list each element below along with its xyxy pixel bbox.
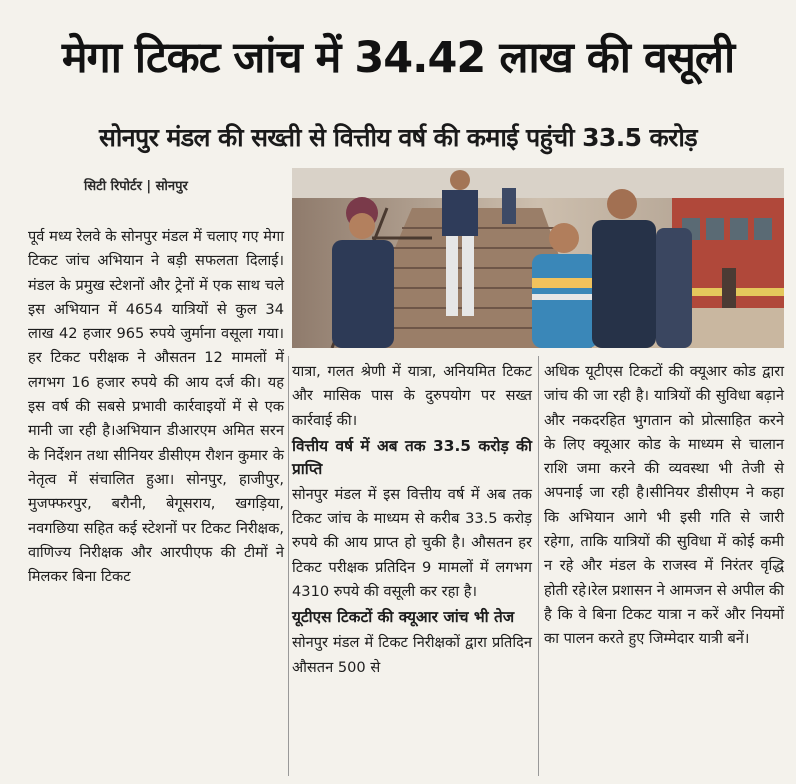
paragraph-1: पूर्व मध्य रेलवे के सोनपुर मंडल में चलाए गए मेगा टिकट जांच अभियान ने बड़ी सफलता दिलाई। मंडल के प्रमुख स्टेशनों और ट्रेनों में एक साथ चले इस अभियान में 4654 यात्रियों से कुल 34 लाख 42 हजार 965 रुपये जुर्माना वसूला गया। हर टिकट परीक्षक ने औसतन 12 मामलों में लगभग 16 हजार रुपये की आय दर्ज की। यह इस वर्ष की सबसे प्रभावी कार्रवाइयों में से एक मानी जा रही है।अभियान डीआरएम अमित सरन के निर्देशन तथा सीनियर डीसीएम रौशन कुमार के नेतृत्व में संचालित हुआ। सोनपुर, हाजीपुर, मुजफ्फरपुर, बरौनी, बेगूसराय, खगड़िया, नवगछिया सहित कई स्टेशनों पर टिकट निरीक्षक, वाणिज्य निरीक्षक और आरपीएफ की टीमों ने मिलकर बिना टिकट	[28, 228, 284, 586]
photo-illustration	[292, 168, 784, 348]
article-column-3	[544, 360, 784, 652]
headline: मेगा टिकट जांच में 34.42 लाख की वसूली	[61, 33, 735, 83]
section-heading-revenue: वित्तीय वर्ष में अब तक 33.5 करोड़ की प्राप्ति	[292, 436, 532, 478]
article-column-1	[28, 225, 284, 589]
section-heading-qr: यूटीएस टिकटों की क्यूआर जांच भी तेज	[292, 608, 515, 627]
byline: सिटी रिपोर्टर | सोनपुर	[84, 179, 188, 194]
paragraph-4: सोनपुर मंडल में टिकट निरीक्षकों द्वारा प्रतिदिन औसतन 500 से	[292, 634, 532, 676]
paragraph-5: अधिक यूटीएस टिकटों की क्यूआर कोड द्वारा जांच की जा रही है। यात्रियों की सुविधा बढ़ाने और नकदरहित भुगतान को प्रोत्साहित करने के लिए क्यूआर कोड के माध्यम से चालान राशि जमा करने की व्यवस्था भी तेजी से अपनाई जा रही है।सीनियर डीसीएम ने कहा कि अभियान आगे भी इसी गति से जारी रहेगा, ताकि यात्रियों की सुविधा में कोई कमी न रहे और मंडल के राजस्व में निरंतर वृद्धि होती रहे।रेल प्रशासन ने आमजन से अपील की है कि वे बिना टिकट यात्रा न करें और नियमों का पालन करते हुए जिम्मेदार यात्री बनें।	[544, 363, 784, 648]
news-photo	[292, 168, 784, 348]
subheadline: सोनपुर मंडल की सख्ती से वित्तीय वर्ष की कमाई पहुंची 33.5 करोड़	[99, 123, 697, 152]
article-column-2	[292, 360, 532, 680]
paragraph-2: यात्रा, गलत श्रेणी में यात्रा, अनियमित टिकट और मासिक पास के दुरुपयोग पर सख्त कार्रवाई की।	[292, 363, 532, 429]
paragraph-3: सोनपुर मंडल में इस वित्तीय वर्ष में अब तक टिकट जांच के माध्यम से करीब 33.5 करोड़ रुपये की आय प्राप्त हो चुकी है। औसतन हर टिकट परीक्षक प्रतिदिन 9 मामलों में लगभग 4310 रुपये की वसूली कर रहा है।	[292, 485, 532, 601]
